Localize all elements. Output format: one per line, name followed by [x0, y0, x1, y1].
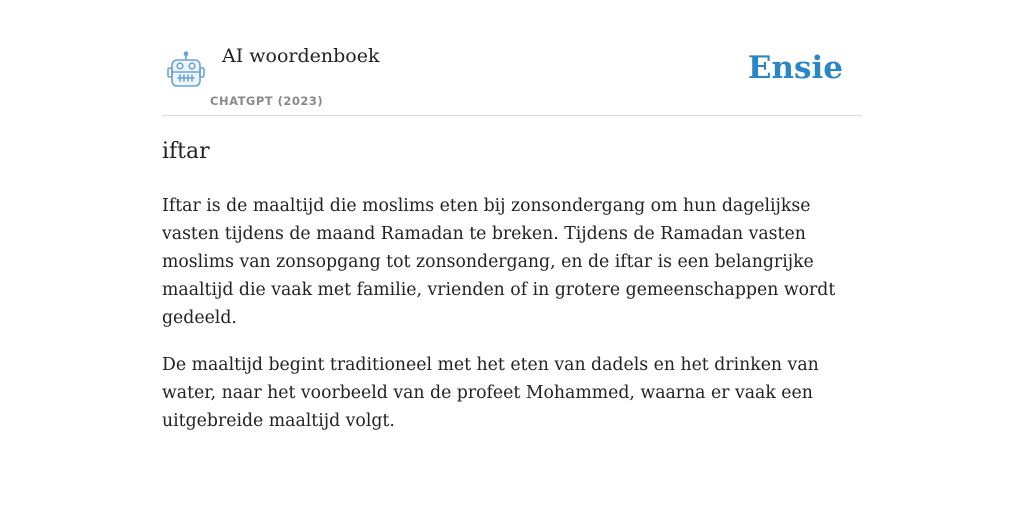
- brand-logo[interactable]: Ensie: [747, 50, 843, 86]
- site-name[interactable]: AI woordenboek: [222, 45, 380, 67]
- definition-paragraph: Iftar is de maaltijd die moslims eten bij zonsondergang om hun dagelijkse vasten tijdens de maand Ramadan te breken. Tijdens de Ramadan vasten moslims van zonsopgang tot zonsondergang, en de iftar is een belangrijke maaltijd die vaak met familie, vrienden of in grotere gemeenschappen wordt gedeeld.: [162, 196, 836, 328]
- entry-term: iftar: [162, 139, 210, 164]
- robot-icon: [166, 51, 206, 89]
- entry-definition: [162, 192, 867, 454]
- header: [162, 40, 862, 116]
- source-label: CHATGPT (2023): [210, 94, 324, 108]
- definition-paragraph: De maaltijd begint traditioneel met het eten van dadels en het drinken van water, naar het voorbeeld van de profeet Mohammed, waarna er vaak een uitgebreide maaltijd volgt.: [162, 355, 819, 431]
